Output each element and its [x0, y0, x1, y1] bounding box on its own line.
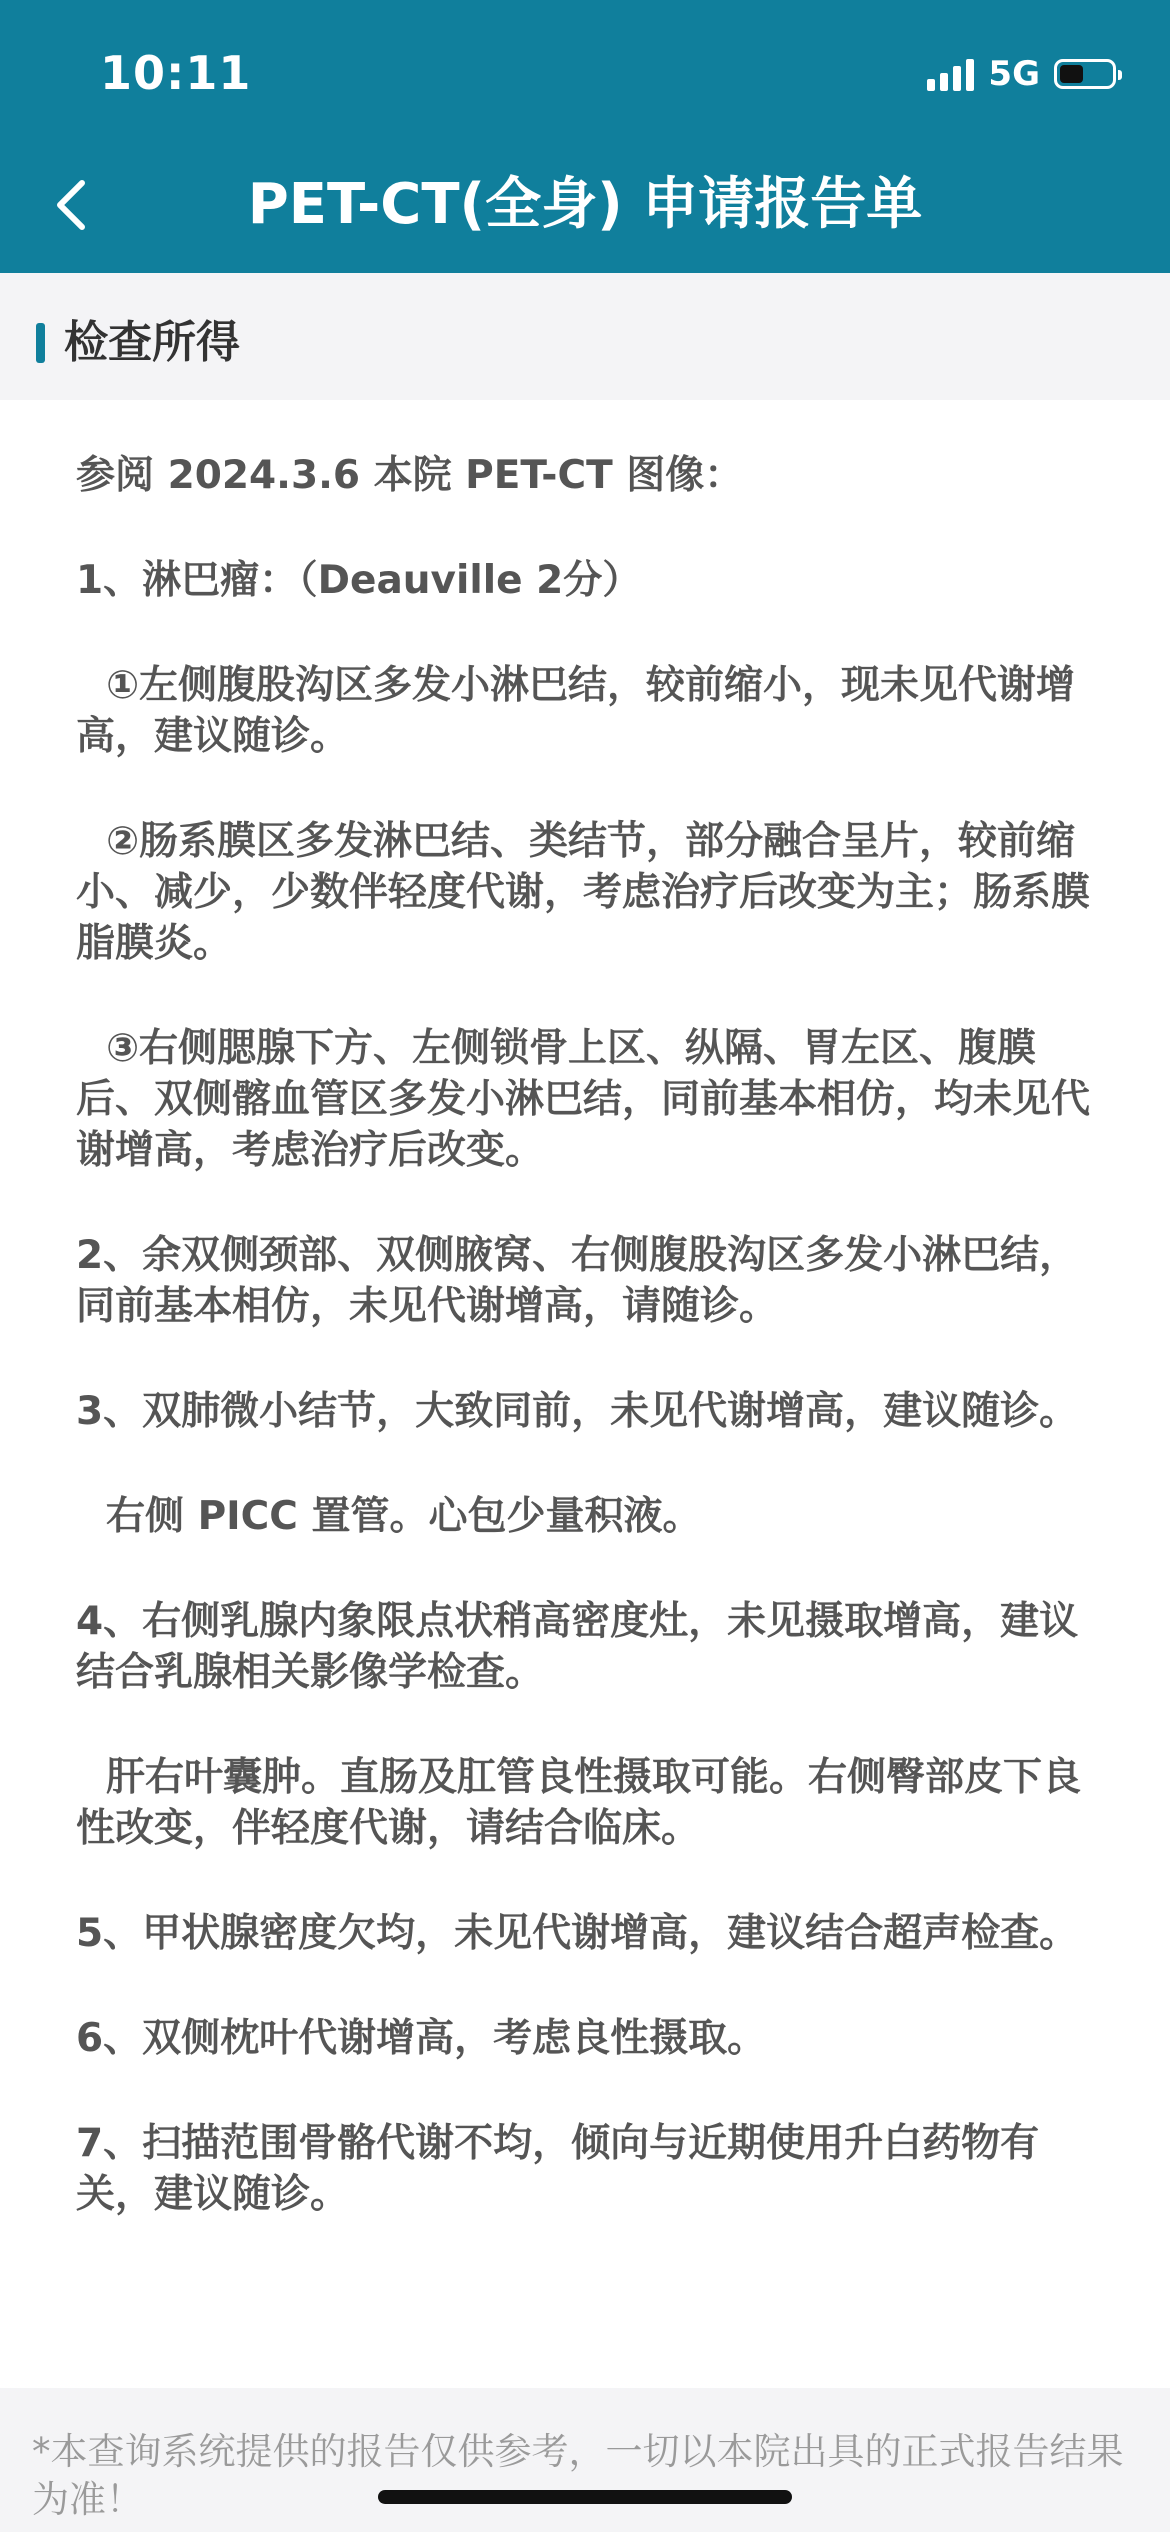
- report-paragraph: 4、右侧乳腺内象限点状稍高密度灶，未见摄取增高，建议结合乳腺相关影像学检查。: [76, 1599, 1079, 1695]
- report-paragraph: 6、双侧枕叶代谢增高，考虑良性摄取。: [76, 2016, 767, 2061]
- home-indicator[interactable]: [378, 2490, 792, 2504]
- report-paragraph: ②肠系膜区多发淋巴结、类结节，部分融合呈片，较前缩小、减少，少数伴轻度代谢，考虑治疗后改变为主；肠系膜脂膜炎。: [76, 819, 1091, 966]
- footer: [0, 2388, 1170, 2532]
- report-paragraph: 右侧 PICC 置管。心包少量积液。: [106, 1494, 702, 1539]
- battery-level: [1060, 65, 1083, 83]
- report-paragraph: 1、淋巴瘤：（Deauville 2分）: [76, 558, 642, 603]
- report-paragraph: ③右侧腮腺下方、左侧锁骨上区、纵隔、胃左区、腹膜后、双侧髂血管区多发小淋巴结，同前基本相仿，均未见代谢增高，考虑治疗后改变。: [76, 1026, 1091, 1173]
- section-header: [0, 273, 1170, 400]
- section-title: 检查所得: [64, 317, 240, 368]
- section-accent-bar: [36, 323, 45, 363]
- disclaimer-text: *本查询系统提供的报告仅供参考，一切以本院出具的正式报告结果为准！: [32, 2430, 1124, 2521]
- report-paragraph: 参阅 2024.3.6 本院 PET-CT 图像：: [76, 453, 744, 498]
- report-paragraph: ①左侧腹股沟区多发小淋巴结，较前缩小，现未见代谢增高，建议随诊。: [76, 663, 1076, 759]
- report-paragraph: 2、余双侧颈部、双侧腋窝、右侧腹股沟区多发小淋巴结，同前基本相仿，未见代谢增高，请随诊。: [76, 1233, 1079, 1329]
- report-body: [76, 450, 1096, 2274]
- battery-icon: [1054, 59, 1116, 89]
- app-header: [0, 0, 1170, 273]
- report-card: [0, 400, 1170, 2388]
- signal-bars-icon: [927, 57, 974, 91]
- page-title: PET-CT(全身) 申请报告单: [247, 172, 923, 237]
- network-label: 5G: [988, 54, 1040, 94]
- report-paragraph: 3、双肺微小结节，大致同前，未见代谢增高，建议随诊。: [76, 1389, 1079, 1434]
- report-paragraph: 7、扫描范围骨骼代谢不均，倾向与近期使用升白药物有关，建议随诊。: [76, 2121, 1040, 2217]
- status-time: 10:11: [100, 46, 252, 100]
- report-paragraph: 5、甲状腺密度欠均，未见代谢增高，建议结合超声检查。: [76, 1911, 1079, 1956]
- report-paragraph: 肝右叶囊肿。直肠及肛管良性摄取可能。右侧臀部皮下良性改变，伴轻度代谢，请结合临床。: [76, 1755, 1082, 1851]
- status-indicators: [927, 52, 1116, 96]
